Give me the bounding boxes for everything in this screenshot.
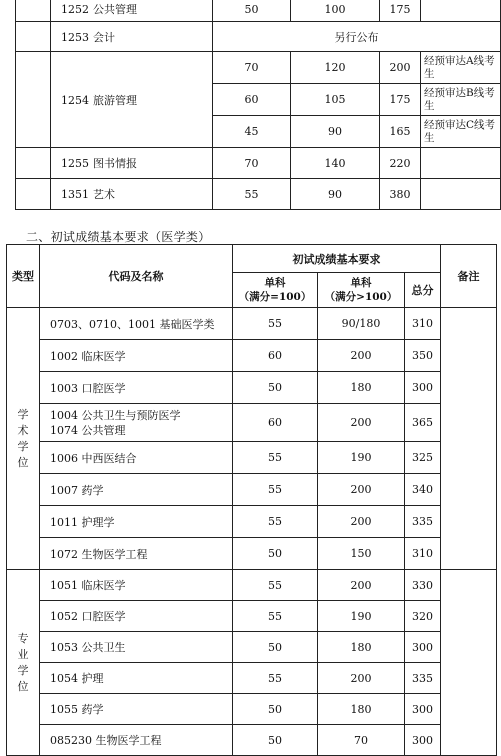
score-single-100: 60	[233, 340, 318, 372]
score-single-over-100: 150	[318, 538, 405, 570]
header-remark: 备注	[441, 245, 497, 308]
score-single-100: 55	[233, 474, 318, 506]
header-row	[7, 245, 497, 273]
score-single-over-100: 120	[291, 52, 380, 84]
score-single-over-100: 180	[318, 694, 405, 725]
type-cell	[16, 179, 51, 210]
header-code-name: 代码及名称	[40, 245, 233, 308]
score-total: 320	[405, 601, 441, 632]
table-row	[16, 179, 501, 210]
section-title: 二、初试成绩基本要求（医学类）	[26, 230, 211, 244]
score-single-over-100: 200	[318, 663, 405, 694]
score-single-100: 55	[233, 570, 318, 601]
type-cell	[16, 148, 51, 179]
code-name-cell: 1053 公共卫生	[40, 632, 233, 663]
table-row	[7, 372, 497, 404]
type-cell	[16, 22, 51, 52]
score-single-100: 70	[213, 148, 291, 179]
code-name-cell: 1255 图书情报	[51, 148, 213, 179]
header-requirement: 初试成绩基本要求	[233, 245, 441, 273]
score-single-100: 50	[233, 538, 318, 570]
score-single-100: 55	[233, 663, 318, 694]
score-single-over-100: 190	[318, 442, 405, 474]
score-total: 310	[405, 538, 441, 570]
remark-cell: 经预审达B线考生	[421, 84, 501, 116]
score-single-over-100: 70	[318, 725, 405, 756]
score-single-over-100: 180	[318, 632, 405, 663]
score-total: 365	[405, 404, 441, 442]
score-total: 335	[405, 506, 441, 538]
table-row	[16, 22, 501, 52]
score-total: 220	[380, 148, 421, 179]
table-row	[16, 148, 501, 179]
score-single-100: 70	[213, 52, 291, 84]
score-single-100: 50	[213, 0, 291, 22]
remark-cell	[441, 308, 497, 570]
admission-score-table-continued	[15, 0, 501, 210]
remark-cell: 经预审达A线考生	[421, 52, 501, 84]
score-total: 350	[405, 340, 441, 372]
table-row	[7, 694, 497, 725]
score-single-over-100: 200	[318, 474, 405, 506]
score-total: 310	[405, 308, 441, 340]
header-total: 总分	[405, 273, 441, 308]
score-single-100: 50	[233, 632, 318, 663]
score-single-over-100: 180	[318, 372, 405, 404]
score-single-100: 55	[233, 442, 318, 474]
score-single-100: 55	[233, 601, 318, 632]
code-name-cell: 1253 会计	[51, 22, 213, 52]
code-name-cell: 0703、0710、1001 基础医学类	[40, 308, 233, 340]
score-single-100: 50	[233, 372, 318, 404]
code-name-cell: 1055 药学	[40, 694, 233, 725]
table-row	[16, 52, 501, 84]
code-name-cell: 1002 临床医学	[40, 340, 233, 372]
remark-cell	[421, 179, 501, 210]
score-single-over-100: 100	[291, 0, 380, 22]
type-cell	[16, 0, 51, 22]
table-row	[7, 538, 497, 570]
score-total: 165	[380, 116, 421, 148]
table-row	[7, 474, 497, 506]
type-cell	[16, 52, 51, 148]
score-single-over-100: 200	[318, 506, 405, 538]
score-single-100: 60	[213, 84, 291, 116]
code-name-cell: 1007 药学	[40, 474, 233, 506]
table-row	[7, 601, 497, 632]
code-name-cell: 1252 公共管理	[51, 0, 213, 22]
score-total: 325	[405, 442, 441, 474]
medical-score-table	[6, 244, 497, 756]
table-row	[7, 340, 497, 372]
score-single-over-100: 190	[318, 601, 405, 632]
table-row	[16, 0, 501, 22]
score-total: 330	[405, 570, 441, 601]
code-name-cell: 1003 口腔医学	[40, 372, 233, 404]
score-single-over-100: 90	[291, 179, 380, 210]
remark-cell	[421, 0, 501, 22]
score-total: 335	[405, 663, 441, 694]
score-single-100: 55	[233, 308, 318, 340]
code-name-cell: 1052 口腔医学	[40, 601, 233, 632]
table-row	[7, 570, 497, 601]
code-name-cell: 1006 中西医结合	[40, 442, 233, 474]
score-single-over-100: 140	[291, 148, 380, 179]
code-name-cell: 1254 旅游管理	[51, 52, 213, 148]
score-total: 300	[405, 694, 441, 725]
table-row	[7, 404, 497, 442]
code-name-cell: 085230 生物医学工程	[40, 725, 233, 756]
table-row	[7, 308, 497, 340]
score-single-over-100: 90/180	[318, 308, 405, 340]
remark-cell: 经预审达C线考生	[421, 116, 501, 148]
score-total: 340	[405, 474, 441, 506]
score-single-100: 55	[213, 179, 291, 210]
score-single-100: 60	[233, 404, 318, 442]
code-name-cell: 1054 护理	[40, 663, 233, 694]
remark-cell	[441, 570, 497, 756]
score-total: 175	[380, 0, 421, 22]
header-single-100: 单科 （满分=100）	[233, 273, 318, 308]
score-total: 200	[380, 52, 421, 84]
score-single-over-100: 200	[318, 404, 405, 442]
score-total: 300	[405, 725, 441, 756]
header-type: 类型	[7, 245, 40, 308]
code-name-cell: 1011 护理学	[40, 506, 233, 538]
score-single-100: 50	[233, 725, 318, 756]
score-total: 380	[380, 179, 421, 210]
header-single-over-100: 单科 （满分>100）	[318, 273, 405, 308]
score-single-100: 50	[233, 694, 318, 725]
remark-cell	[421, 148, 501, 179]
table-row	[7, 725, 497, 756]
score-single-over-100: 200	[318, 570, 405, 601]
score-single-100: 45	[213, 116, 291, 148]
score-single-over-100: 90	[291, 116, 380, 148]
announcement-cell: 另行公布	[213, 22, 501, 52]
code-name-cell: 1051 临床医学	[40, 570, 233, 601]
score-single-over-100: 105	[291, 84, 380, 116]
code-name-cell: 1351 艺术	[51, 179, 213, 210]
table-row	[7, 632, 497, 663]
score-total: 300	[405, 632, 441, 663]
code-name-cell: 1004 公共卫生与预防医学 1074 公共管理	[40, 404, 233, 442]
table-row	[7, 663, 497, 694]
score-total: 300	[405, 372, 441, 404]
score-total: 175	[380, 84, 421, 116]
group-label-academic: 学 术 学 位	[7, 308, 40, 570]
table-row	[7, 442, 497, 474]
code-name-cell: 1072 生物医学工程	[40, 538, 233, 570]
score-single-over-100: 200	[318, 340, 405, 372]
table-row	[7, 506, 497, 538]
score-single-100: 55	[233, 506, 318, 538]
group-label-professional: 专 业 学 位	[7, 570, 40, 756]
